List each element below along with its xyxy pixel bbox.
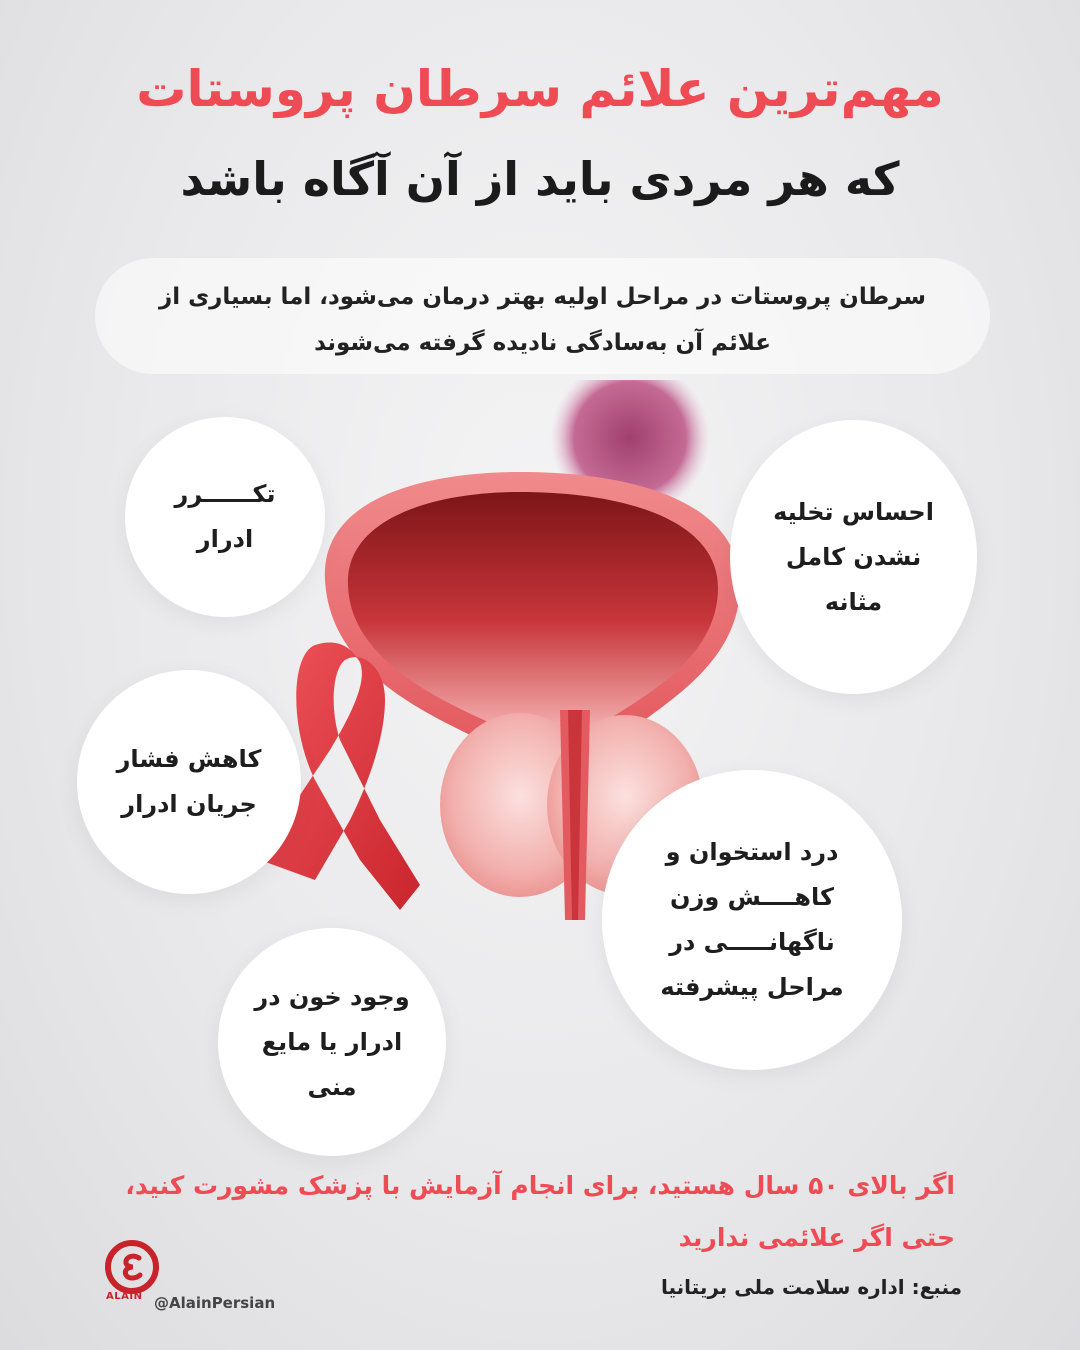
intro-box [95,258,990,374]
symptom-text: نشدن کامل [785,542,922,571]
symptom-bone-pain-weight-loss [602,770,902,1070]
symptom-blood [218,928,446,1156]
intro-line-1: سرطان پروستات در مراحل اولیه بهتر درمان می‌شود، اما بسیاری از [158,284,927,310]
brand-name: ALAIN [106,1291,143,1302]
symptom-incomplete-emptying [730,420,977,694]
symptom-text: جریان ادرار [121,790,257,818]
symptom-text: مثانه [824,587,883,616]
symptom-frequent-urination [125,417,325,617]
symptom-text: مراحل پیشرفته [660,973,844,1001]
symptom-text: تکــــــرر [174,480,276,508]
symptom-weak-flow [77,670,301,894]
symptom-text: درد استخوان و [665,838,839,866]
cta-line-2: حتی اگر علائمی ندارید [678,1223,955,1252]
symptom-text: ادرار [196,525,254,553]
symptom-text: وجود خون در [254,982,410,1011]
alain-logo-icon [105,1240,159,1294]
symptom-text: کاهش فشار [116,745,262,773]
symptom-text: ناگهانـــــی در [669,928,835,956]
symptom-text: کاهــــش وزن [670,883,834,911]
call-to-action [110,1160,955,1264]
symptom-text: منی [307,1072,357,1101]
headline: مهم‌ترین علائم سرطان پروستات [136,60,944,118]
symptom-text: احساس تخلیه [773,497,934,526]
subheadline: که هر مردی باید از آن آگاه باشد [180,152,900,206]
social-handle: @AlainPersian [154,1294,276,1312]
source-credit: منبع: اداره سلامت ملی بریتانیا [660,1275,962,1299]
symptom-text: ادرار یا مایع [261,1027,403,1056]
intro-line-2: علائم آن به‌سادگی نادیده گرفته می‌شوند [314,330,771,356]
cta-line-1: اگر بالای ۵۰ سال هستید، برای انجام آزمایش با پزشک مشورت کنید، [125,1171,955,1200]
